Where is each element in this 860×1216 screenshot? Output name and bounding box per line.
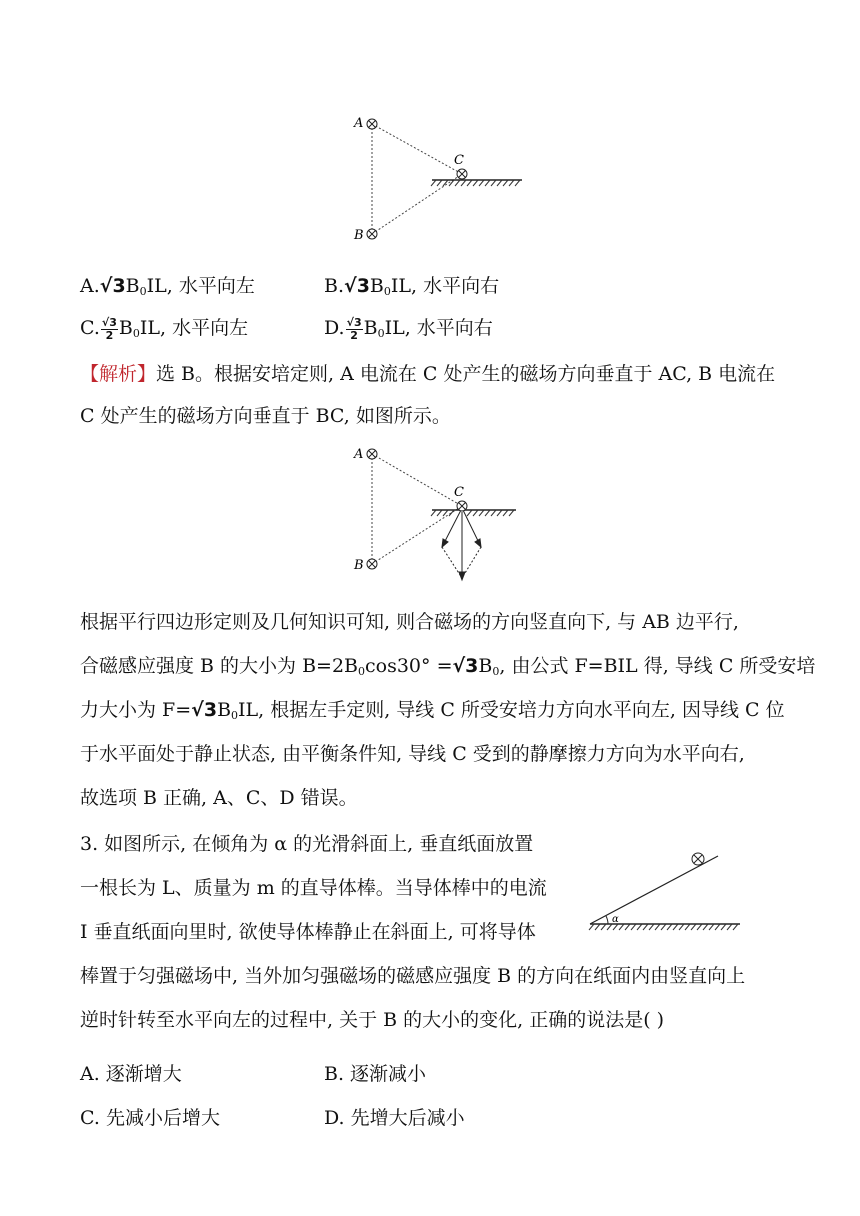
- conductor-rod-icon: [692, 853, 704, 865]
- q3-option-a: A. 逐渐增大: [80, 1063, 182, 1085]
- q3-option-c: C. 先减小后增大: [80, 1107, 220, 1129]
- question3-line-2: 一根长为 L、质量为 m 的直导体棒。当导体棒中的电流: [80, 877, 547, 899]
- label-c: C: [454, 485, 464, 500]
- alpha-label: α: [612, 914, 619, 925]
- label-a: A: [354, 116, 364, 131]
- wire-b-icon: [367, 559, 377, 569]
- question3-line-4: 棒置于匀强磁场中, 当外加匀强磁场的磁感应强度 B 的方向在纸面内由竖直向上: [80, 965, 746, 987]
- analysis-tag: 【解析】: [80, 363, 157, 385]
- label-b: B: [354, 558, 364, 573]
- wire-b-icon: [367, 229, 377, 239]
- figure-incline: [586, 842, 746, 938]
- question3-line-5: 逆时针转至水平向左的过程中, 关于 B 的大小的变化, 正确的说法是( ): [80, 1009, 665, 1031]
- wire-a-icon: [367, 449, 377, 459]
- analysis-line-2: C 处产生的磁场方向垂直于 BC, 如图所示。: [80, 405, 451, 427]
- label-a: A: [354, 447, 364, 462]
- wire-c-icon: [457, 169, 467, 179]
- option-b: $B.√3B_0IL$, 水平向右: [324, 275, 500, 298]
- label-b: B: [354, 228, 364, 243]
- label-c: C: [454, 153, 464, 168]
- incline-surface: [590, 856, 718, 924]
- q3-option-d: D. 先增大后减小: [324, 1107, 465, 1129]
- option-a: $A.√3B_0IL$, 水平向左: [80, 275, 255, 298]
- wire-a-icon: [367, 119, 377, 129]
- wire-c-icon: [457, 501, 467, 511]
- figure-triangle-currents: [340, 108, 530, 248]
- explanation-line-1: 根据平行四边形定则及几何知识可知, 则合磁场的方向竖直向下, 与 AB 边平行,: [80, 611, 739, 633]
- explanation-line-2: 合磁感应强度 B 的大小为 $B=2B_0\cos 30^\circ =√3B_0$, 由公式 F=BIL 得, 导线 C 所受安培: [80, 655, 816, 678]
- question3-line-1: 3. 如图所示, 在倾角为 α 的光滑斜面上, 垂直纸面放置: [80, 833, 534, 855]
- explanation-line-5: 故选项 B 正确, A、C、D 错误。: [80, 787, 358, 809]
- option-c: C. $\frac{√3}{2}$ $B_0IL$, 水平向左: [80, 315, 249, 342]
- figure-field-vectors: [340, 444, 530, 586]
- explanation-line-3: 力大小为 $F=√3B_0IL$, 根据左手定则, 导线 C 所受安培力方向水平向左, 因导线 C 位: [80, 699, 785, 722]
- option-d: D. $\frac{√3}{2}$ $B_0IL$, 水平向右: [324, 315, 493, 342]
- q3-option-b: B. 逐渐减小: [324, 1063, 427, 1085]
- explanation-line-4: 于水平面处于静止状态, 由平衡条件知, 导线 C 受到的静摩擦力方向为水平向右,: [80, 743, 745, 765]
- question3-line-3: I 垂直纸面向里时, 欲使导体棒静止在斜面上, 可将导体: [80, 921, 536, 943]
- analysis-line-1: 【解析】选 B。根据安培定则, A 电流在 C 处产生的磁场方向垂直于 AC, B 电流在: [80, 363, 776, 385]
